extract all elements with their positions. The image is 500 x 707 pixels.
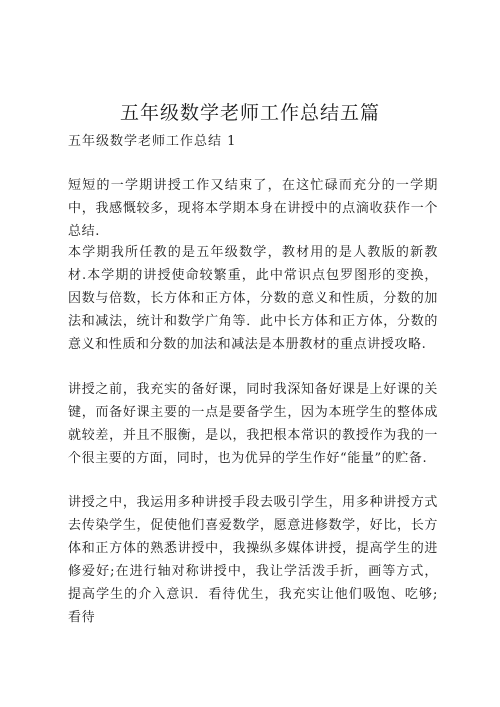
paragraph-1: 短短的一学期讲授工作又结束了，在这忙碌而充分的一学期中，我感慨较多，现将本学期本身在讲授中的点滴收获作一个总结. [68,178,438,239]
paragraph-2: 本学期我所任教的是五年级数学，教材用的是人教版的新教材.本学期的讲授使命较繁重，此中常识点包罗图形的变换，因数与倍数，长方体和正方体，分数的意义和性质，分数的加法和减法，统计和数学广角等．此中长方体和正方体，分数的意义和性质和分数的加法和减法是本册教材的重点讲授攻略. [68,245,438,352]
paragraph-4: 讲授之中，我运用多种讲授手段去吸引学生，用多种讲授方式去传染学生，促使他们喜爱数学，愿意进修数学，好比，长方体和正方体的熟悉讲授中，我操纵多媒体讲授，提高学生的进修爱好;在进行轴对称讲授中，我让学活泼手折，画等方式，提高学生的介入意识．看待优生，我充实让他们吸饱、吃够;看待 [68,495,438,625]
document-title: 五年级数学老师工作总结五篇 [119,102,380,124]
section-subtitle: 五年级数学老师工作总结 1 [68,134,237,149]
paragraph-3: 讲授之前，我充实的备好课，同时我深知备好课是上好课的关键，而备好课主要的一点是要备学生，因为本班学生的整体成就较差，并且不服衡，是以，我把根本常识的教授作为我的一个很主要的方面，同时，也为优异的学生作好“能量”的贮备. [68,382,438,466]
